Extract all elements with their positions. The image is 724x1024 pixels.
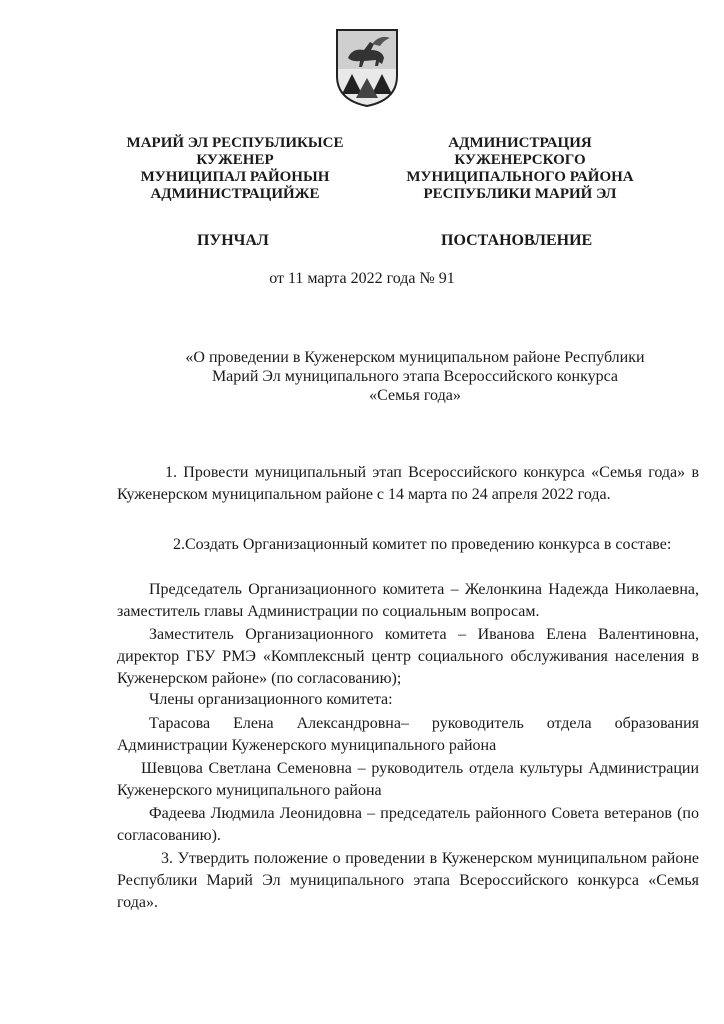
header-left [95, 135, 375, 203]
paragraph-text: Фадеева Людмила Леонидовна – председатель районного Совета ветеранов (по согласованию). [117, 805, 699, 844]
paragraph [117, 803, 699, 847]
title-line: Марий Эл муниципального этапа Всероссийского конкурса [211, 368, 619, 385]
paragraph [117, 689, 699, 711]
header-right-line: КУЖЕНЕРСКОГО [454, 152, 586, 168]
header-left-line: МАРИЙ ЭЛ РЕСПУБЛИКЫСЕ [126, 135, 344, 151]
paragraph-text: 2.Создать Организационный комитет по проведению конкурса в составе: [173, 536, 672, 553]
paragraph [117, 624, 699, 690]
doc-type-right: ПОСТАНОВЛЕНИЕ [441, 232, 593, 249]
paragraph [117, 534, 699, 556]
header-right-line: МУНИЦИПАЛЬНОГО РАЙОНА [406, 169, 634, 185]
paragraph-text: 3. Утвердить положение о проведении в Куженерском муниципальном районе Республики Марий Эл муниципального этапа Всероссийского конкурса «Семья года». [117, 850, 699, 911]
header-left-line: МУНИЦИПАЛ РАЙОНЫН [140, 169, 330, 185]
paragraph-text: Заместитель Организационного комитета – Иванова Елена Валентиновна, директор ГБУ РМЭ «Комплексный центр социального обслуживания населения в Куженерском районе» (по согласованию); [117, 626, 699, 687]
document-date: от 11 марта 2022 года № 91 [269, 270, 455, 287]
paragraph-text: Шевцова Светлана Семеновна – руководитель отдела культуры Администрации Куженерского муниципального района [117, 760, 699, 799]
header-right [380, 135, 660, 203]
header-right-line: РЕСПУБЛИКИ МАРИЙ ЭЛ [423, 186, 617, 202]
paragraph [117, 462, 699, 506]
document-title [120, 348, 710, 405]
paragraph [117, 579, 699, 623]
header-left-line: АДМИНИСТРАЦИЙЖЕ [150, 186, 320, 202]
paragraph [117, 758, 699, 802]
title-line: «О проведении в Куженерском муниципальном районе Республики [185, 349, 645, 366]
header-left-line: КУЖЕНЕР [196, 152, 274, 168]
header-right-line: АДМИНИСТРАЦИЯ [448, 135, 592, 151]
paragraph [117, 848, 699, 914]
paragraph-text: Члены организационного комитета: [149, 691, 393, 708]
title-line: «Семья года» [369, 387, 461, 404]
paragraph [117, 713, 699, 757]
coat-of-arms-icon [334, 28, 400, 108]
doc-type-left: ПУНЧАЛ [197, 232, 269, 249]
paragraph-text: Председатель Организационного комитета – Желонкина Надежда Николаевна, заместитель главы Администрации по социальным вопросам. [117, 581, 699, 620]
paragraph-text: 1. Провести муниципальный этап Всероссийского конкурса «Семья года» в Куженерском муниципальном районе с 14 марта по 24 апреля 2022 года. [117, 464, 699, 503]
paragraph-text: Тарасова Елена Александровна– руководитель отдела образования Администрации Куженерского муниципального района [117, 715, 699, 754]
